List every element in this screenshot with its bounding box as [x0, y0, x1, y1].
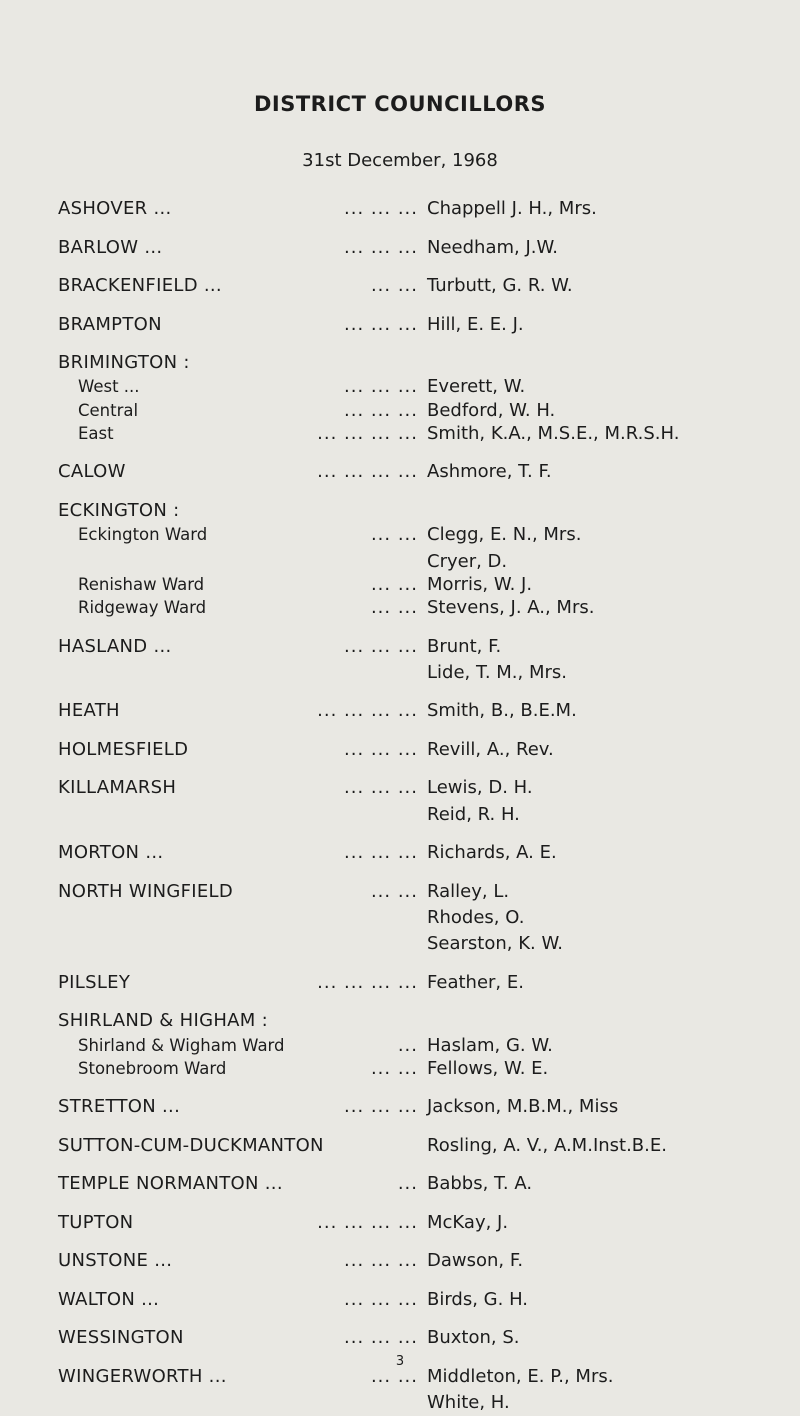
councillor-name: Fellows, W. E. — [427, 1057, 549, 1079]
list-item — [0, 1287, 800, 1313]
list-item — [0, 595, 800, 621]
councillor-name: Smith, K.A., M.S.E., M.R.S.H. — [427, 422, 680, 444]
leader-dots: ... ... — [370, 880, 418, 902]
councillor-name: Middleton, E. P., Mrs. — [427, 1365, 614, 1387]
district-name: BARLOW ... — [58, 236, 163, 258]
page-number: 3 — [395, 1354, 405, 1369]
ward-name: West ... — [78, 377, 140, 397]
list-item — [0, 1133, 800, 1159]
page-date: 31st December, 1968 — [302, 150, 498, 171]
list-item — [0, 235, 800, 261]
leader-dots: ... ... — [370, 524, 418, 546]
list-item — [0, 698, 800, 724]
councillor-name: Bedford, W. H. — [427, 399, 556, 421]
councillor-name: Clegg, E. N., Mrs. — [427, 524, 582, 546]
councillor-name: Feather, E. — [427, 971, 524, 993]
leader-dots: ... ... — [370, 597, 418, 619]
district-name: BRACKENFIELD ... — [58, 275, 222, 296]
district-name: BRAMPTON — [58, 313, 162, 335]
list-item — [0, 312, 800, 338]
list-item — [0, 1210, 800, 1236]
list-item — [0, 1248, 800, 1274]
councillor-name: Reid, R. H. — [427, 803, 520, 825]
list-item — [0, 572, 800, 598]
district-name: TUPTON — [58, 1211, 134, 1233]
councillor-name: Smith, B., B.E.M. — [427, 700, 577, 722]
leader-dots: ... ... ... — [344, 399, 418, 421]
district-heading — [0, 498, 800, 524]
list-item — [0, 522, 800, 548]
leader-dots: ... ... ... — [344, 313, 418, 335]
leader-dots: ... — [397, 1173, 418, 1195]
leader-dots: ... ... ... ... — [317, 461, 418, 483]
leader-dots: ... ... ... — [344, 1327, 418, 1349]
councillor-name: Cryer, D. — [427, 550, 508, 572]
councillor-name: McKay, J. — [427, 1211, 509, 1233]
list-item — [0, 459, 800, 485]
councillor-name: Stevens, J. A., Mrs. — [427, 597, 595, 619]
list-item-continuation — [0, 549, 800, 575]
leader-dots: ... ... — [370, 275, 418, 296]
councillor-name: Jackson, M.B.M., Miss — [427, 1096, 619, 1118]
leader-dots: ... ... — [370, 573, 418, 595]
district-name: HASLAND ... — [58, 635, 172, 657]
leader-dots: ... ... ... — [344, 1250, 418, 1272]
ward-name: Renishaw Ward — [78, 574, 205, 594]
district-name: ASHOVER ... — [58, 198, 172, 219]
list-item — [0, 398, 800, 424]
ward-name: Stonebroom Ward — [78, 1058, 227, 1078]
list-item-continuation — [0, 931, 800, 957]
list-item-continuation — [0, 660, 800, 686]
councillor-name: Dawson, F. — [427, 1250, 524, 1272]
leader-dots: ... ... ... — [344, 635, 418, 657]
list-item-continuation — [0, 802, 800, 828]
district-name: WALTON ... — [58, 1288, 160, 1310]
councillor-name: Rhodes, O. — [427, 907, 525, 928]
councillor-name: Morris, W. J. — [427, 573, 533, 595]
district-name: BRIMINGTON : — [58, 352, 190, 373]
district-name: MORTON ... — [58, 842, 164, 864]
district-name: WESSINGTON — [58, 1327, 184, 1349]
district-name: PILSLEY — [58, 971, 131, 993]
list-item — [0, 775, 800, 801]
district-name: HOLMESFIELD — [58, 738, 189, 760]
leader-dots: ... ... ... ... — [317, 971, 418, 993]
councillor-name: Richards, A. E. — [427, 842, 557, 864]
district-name: SUTTON-CUM-DUCKMANTON — [58, 1134, 324, 1156]
leader-dots: ... ... ... — [344, 777, 418, 799]
ward-name: Shirland & Wigham Ward — [78, 1035, 285, 1055]
district-heading — [0, 1008, 800, 1034]
councillor-name: Hill, E. E. J. — [427, 313, 524, 335]
district-name: UNSTONE ... — [58, 1250, 173, 1272]
leader-dots: ... — [397, 1034, 418, 1056]
ward-name: Central — [78, 400, 139, 420]
district-name: TEMPLE NORMANTON ... — [58, 1173, 283, 1195]
ward-name: East — [78, 423, 114, 443]
list-item — [0, 1325, 800, 1351]
councillor-name: Rosling, A. V., A.M.Inst.B.E. — [427, 1134, 667, 1156]
leader-dots: ... ... ... — [344, 738, 418, 760]
district-heading — [0, 350, 800, 376]
list-item — [0, 421, 800, 447]
list-item — [0, 1056, 800, 1082]
district-name: KILLAMARSH — [58, 777, 177, 799]
district-name: ECKINGTON : — [58, 499, 180, 521]
list-item — [0, 196, 800, 222]
councillor-name: Babbs, T. A. — [427, 1173, 533, 1195]
list-item — [0, 1033, 800, 1059]
councillor-name: Searston, K. W. — [427, 933, 563, 955]
list-item — [0, 737, 800, 763]
councillor-name: Ashmore, T. F. — [427, 461, 552, 483]
list-item — [0, 634, 800, 660]
councillor-name: White, H. — [427, 1392, 510, 1414]
leader-dots: ... ... ... ... — [317, 700, 418, 722]
councillor-name: Buxton, S. — [427, 1327, 520, 1349]
councillor-name: Lewis, D. H. — [427, 777, 533, 799]
list-item — [0, 273, 800, 299]
leader-dots: ... ... — [370, 1365, 418, 1387]
councillor-name: Lide, T. M., Mrs. — [427, 661, 568, 683]
councillor-name: Revill, A., Rev. — [427, 738, 554, 760]
leader-dots: ... ... ... — [344, 1096, 418, 1118]
leader-dots: ... ... ... — [344, 236, 418, 258]
list-item — [0, 840, 800, 866]
list-item — [0, 970, 800, 996]
councillor-name: Needham, J.W. — [427, 236, 558, 258]
councillor-name: Chappell J. H., Mrs. — [427, 198, 597, 219]
leader-dots: ... ... — [370, 1057, 418, 1079]
district-name: SHIRLAND & HIGHAM : — [58, 1010, 268, 1032]
leader-dots: ... ... ... ... — [317, 1211, 418, 1233]
leader-dots: ... ... ... — [344, 1288, 418, 1310]
district-name: STRETTON ... — [58, 1096, 181, 1118]
district-name: WINGERWORTH ... — [58, 1365, 227, 1387]
leader-dots: ... ... ... — [344, 198, 418, 219]
councillor-name: Brunt, F. — [427, 635, 502, 657]
leader-dots: ... ... ... — [344, 376, 418, 398]
leader-dots: ... ... ... — [344, 842, 418, 864]
list-item — [0, 1171, 800, 1197]
councillor-name: Haslam, G. W. — [427, 1034, 553, 1056]
district-name: HEATH — [58, 700, 120, 722]
list-item-continuation — [0, 905, 800, 931]
list-item — [0, 374, 800, 400]
councillor-name: Birds, G. H. — [427, 1288, 529, 1310]
leader-dots: ... ... ... ... — [317, 422, 418, 444]
councillor-name: Everett, W. — [427, 376, 526, 398]
councillor-name: Turbutt, G. R. W. — [427, 275, 573, 296]
ward-name: Eckington Ward — [78, 525, 208, 545]
page-title: DISTRICT COUNCILLORS — [253, 92, 546, 116]
district-name: NORTH WINGFIELD — [58, 880, 234, 902]
list-item — [0, 879, 800, 905]
district-name: CALOW — [58, 461, 126, 483]
list-item-continuation — [0, 1390, 800, 1416]
councillor-name: Ralley, L. — [427, 880, 510, 902]
ward-name: Ridgeway Ward — [78, 598, 207, 618]
list-item — [0, 1094, 800, 1120]
